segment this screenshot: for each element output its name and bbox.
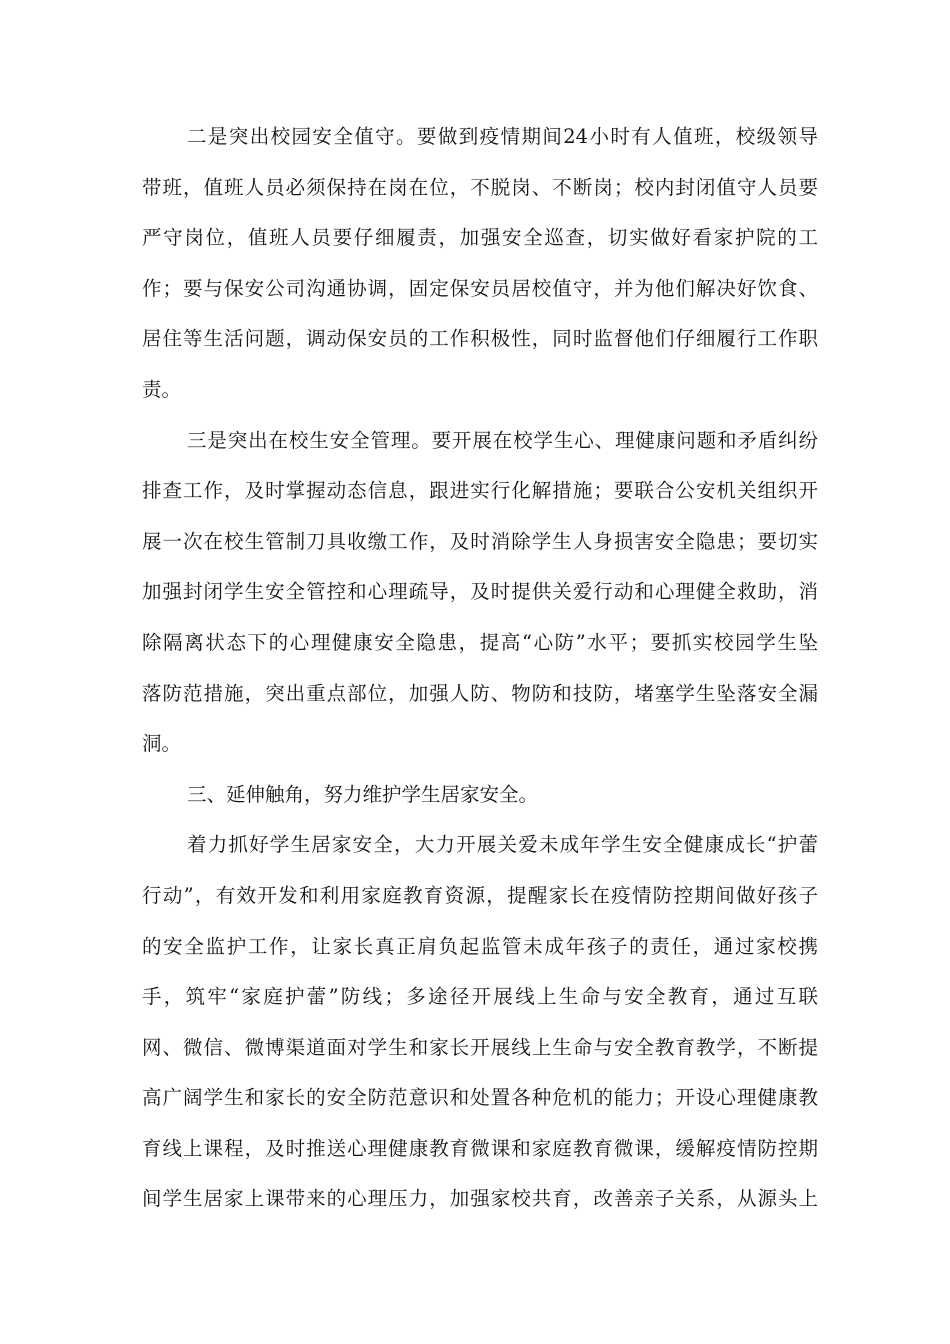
text-line: 除隔离状态下的心理健康安全隐患，提高“心防”水平；要抓实校园学生坠 — [142, 630, 818, 654]
paragraph-school-duty — [142, 112, 818, 416]
text-line: 三是突出在校生安全管理。要开展在校学生心、理健康问题和矛盾纠纷 — [187, 428, 818, 452]
text-line: 间学生居家上课带来的心理压力，加强家校共育，改善亲子关系，从源头上 — [142, 1187, 818, 1211]
text-line: 严守岗位，值班人员要仔细履责，加强安全巡查，切实做好看家护院的工 — [142, 226, 818, 250]
text-line: 育线上课程，及时推送心理健康教育微课和家庭教育微课，缓解疫情防控期 — [142, 1136, 818, 1160]
paragraph-student-safety — [142, 416, 818, 770]
text-line: 二是突出校园安全值守。要做到疫情期间24小时有人值班，校级领导 — [187, 125, 818, 148]
text-line: 着力抓好学生居家安全，大力开展关爱未成年学生安全健康成长“护蕾 — [187, 833, 818, 857]
text-line: 洞。 — [142, 732, 182, 756]
text-line: 作；要与保安公司沟通协调，固定保安员居校值守，并为他们解决好饮食、 — [142, 276, 818, 300]
text-line: 网、微信、微博渠道面对学生和家长开展线上生命与安全教育教学，不断提 — [142, 1035, 818, 1059]
text-line: 落防范措施，突出重点部位，加强人防、物防和技防，堵塞学生坠落安全漏 — [142, 681, 818, 705]
text-line: 责。 — [142, 377, 182, 401]
text-line: 手，筑牢“家庭护蕾”防线；多途径开展线上生命与安全教育，通过互联 — [142, 985, 818, 1009]
text-line: 加强封闭学生安全管控和心理疏导，及时提供关爱行动和心理健全救助，消 — [142, 580, 818, 604]
section-heading — [142, 770, 818, 821]
text-line: 排查工作，及时掌握动态信息，跟进实行化解措施；要联合公安机关组织开 — [142, 479, 818, 503]
text-line: 居住等生活问题，调动保安员的工作积极性，同时监督他们仔细履行工作职 — [142, 327, 818, 351]
text-line: 的安全监护工作，让家长真正肩负起监管未成年孩子的责任，通过家校携 — [142, 934, 818, 958]
text-line: 带班，值班人员必须保持在岗在位，不脱岗、不断岗；校内封闭值守人员要 — [142, 175, 818, 199]
text-line: 三、延伸触角，努力维护学生居家安全。 — [187, 782, 539, 806]
paragraph-home-safety — [142, 820, 818, 1225]
text-line: 行动”，有效开发和利用家庭教育资源，提醒家长在疫情防控期间做好孩子 — [142, 883, 818, 907]
text-line: 高广阔学生和家长的安全防范意识和处置各种危机的能力；开设心理健康教 — [142, 1086, 818, 1110]
body-text — [142, 112, 818, 1225]
text-line: 展一次在校生管制刀具收缴工作，及时消除学生人身损害安全隐患；要切实 — [142, 529, 818, 553]
